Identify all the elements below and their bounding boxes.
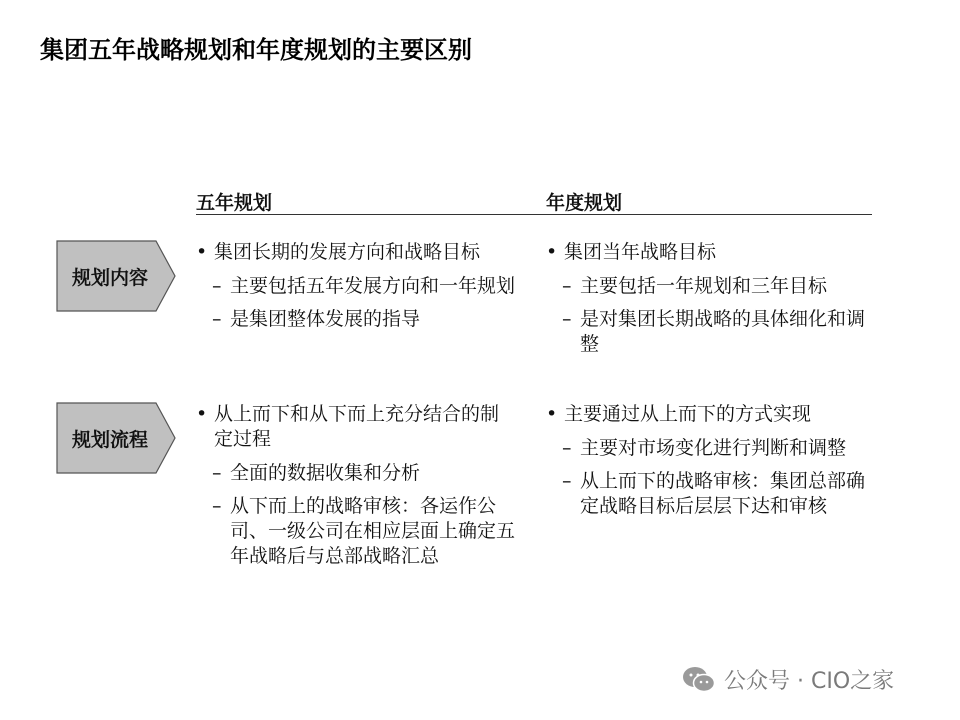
sub-item xyxy=(546,469,866,519)
row-label-text: 规划内容 xyxy=(71,266,148,289)
sub-text: 全面的数据收集和分析 xyxy=(230,462,421,484)
watermark xyxy=(682,664,894,695)
row-label-process xyxy=(56,402,176,474)
header-divider xyxy=(196,214,872,215)
bullet-icon: • xyxy=(546,403,558,425)
row-label-content xyxy=(56,240,176,312)
page-title: 集团五年战略规划和年度规划的主要区别 xyxy=(40,36,472,64)
bullet-icon: • xyxy=(196,403,208,425)
dash-icon: – xyxy=(562,308,572,330)
sub-text: 主要包括一年规划和三年目标 xyxy=(580,275,828,297)
dash-icon: – xyxy=(562,275,572,297)
dash-icon: – xyxy=(212,462,222,484)
list-item xyxy=(196,402,516,452)
bullet-text: 集团当年战略目标 xyxy=(564,241,717,263)
cell-content-annual xyxy=(546,240,866,365)
bullet-icon: • xyxy=(546,241,558,263)
cell-process-five-year xyxy=(196,402,516,577)
dash-icon: – xyxy=(212,308,222,330)
sub-text: 是对集团长期战略的具体细化和调整 xyxy=(580,308,866,355)
dash-icon: – xyxy=(212,495,222,517)
sub-item xyxy=(546,436,866,461)
dash-icon: – xyxy=(562,437,572,459)
sub-text: 主要对市场变化进行判断和调整 xyxy=(580,437,847,459)
bullet-icon: • xyxy=(196,241,208,263)
sub-text: 是集团整体发展的指导 xyxy=(230,308,421,330)
bullet-text: 集团长期的发展方向和战略目标 xyxy=(214,241,481,263)
sub-item xyxy=(546,274,866,299)
sub-item xyxy=(196,461,516,486)
sub-text: 主要包括五年发展方向和一年规划 xyxy=(230,275,516,297)
dash-icon: – xyxy=(212,275,222,297)
dash-icon: – xyxy=(562,470,572,492)
watermark-text: 公众号 · CIO之家 xyxy=(724,669,895,694)
sub-text: 从下而上的战略审核：各运作公司、一级公司在相应层面上确定五年战略后与总部战略汇总 xyxy=(230,495,516,567)
column-header-five-year: 五年规划 xyxy=(196,192,273,214)
bullet-text: 主要通过从上而下的方式实现 xyxy=(564,403,812,425)
list-item xyxy=(196,240,516,265)
list-item xyxy=(546,402,866,427)
sub-item xyxy=(546,307,866,357)
row-label-text: 规划流程 xyxy=(71,428,148,451)
sub-item xyxy=(196,494,516,569)
sub-item xyxy=(196,307,516,332)
cell-content-five-year xyxy=(196,240,516,340)
wechat-icon xyxy=(682,666,716,694)
cell-process-annual xyxy=(546,402,866,527)
bullet-text: 从上而下和从下而上充分结合的制定过程 xyxy=(214,403,500,450)
sub-item xyxy=(196,274,516,299)
list-item xyxy=(546,240,866,265)
column-header-annual: 年度规划 xyxy=(546,192,623,214)
sub-text: 从上而下的战略审核：集团总部确定战略目标后层层下达和审核 xyxy=(580,470,866,517)
